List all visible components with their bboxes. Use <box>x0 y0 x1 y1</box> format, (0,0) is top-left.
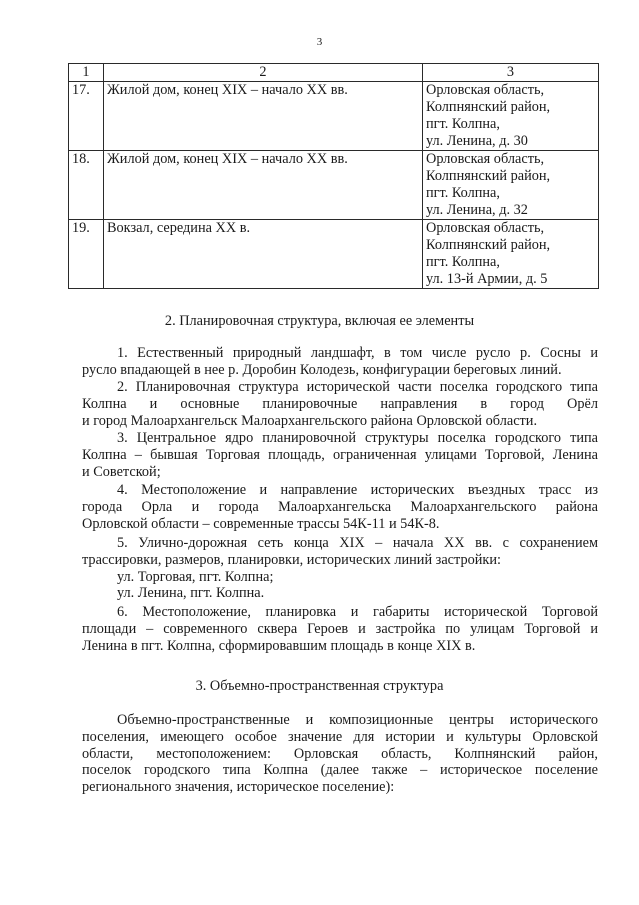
object-address <box>423 82 599 151</box>
text-line: поселения, имеющего особое значение для истории и культуры Орловской <box>82 728 598 745</box>
text-line: и Советской; <box>82 463 161 480</box>
address-line: ул. 13-й Армии, д. 5 <box>426 271 548 287</box>
table-header-cell: 2 <box>104 64 423 82</box>
object-name: Жилой дом, конец XIX – начало XX вв. <box>104 82 423 151</box>
address-line: пгт. Колпна, <box>426 116 500 132</box>
address-line: пгт. Колпна, <box>426 185 500 201</box>
object-name: Жилой дом, конец XIX – начало XX вв. <box>104 151 423 220</box>
object-name: Вокзал, середина XX в. <box>104 220 423 289</box>
address-line: Орловская область, <box>426 151 545 167</box>
text-line: 2. Планировочная структура исторической части поселка городского типа <box>117 379 598 395</box>
text-line: и город Малоархангельск Малоархангельского района Орловской области. <box>82 412 538 429</box>
text-line: 3. Центральное ядро планировочной структуры поселка городского типа <box>117 430 598 446</box>
section-2-item-5 <box>82 535 598 602</box>
address-line: Колпнянский район, <box>426 99 551 115</box>
address-line: Орловская область, <box>426 82 545 98</box>
text-line: Колпна – бывшая Торговая площадь, ограниченная улицами Торговой, Ленина <box>82 446 598 463</box>
table-row <box>69 220 599 289</box>
section-2-item-2 <box>82 379 598 429</box>
text-line: площади – современного сквера Героев и застройка по улицам Торговой и <box>82 620 598 637</box>
text-line: Колпна и основные планировочные направления в город Орёл <box>82 395 598 412</box>
text-line: 1. Естественный природный ландшафт, в том числе русло р. Сосны и <box>117 345 598 361</box>
text-line: 4. Местоположение и направление исторических въездных трасс из <box>117 482 598 498</box>
section-2-item-4 <box>82 482 598 532</box>
table-header-row <box>69 64 599 82</box>
text-line: 6. Местоположение, планировка и габариты исторической Торговой <box>117 604 598 620</box>
table-header-cell: 3 <box>423 64 599 82</box>
section-2-item-6 <box>82 604 598 654</box>
text-line: русло впадающей в нее р. Доробин Колодезь, конфигурации береговых линий. <box>82 361 562 378</box>
address-line: пгт. Колпна, <box>426 254 500 270</box>
section-2-item-1 <box>82 345 598 379</box>
text-line: Объемно-пространственные и композиционные центры исторического <box>117 712 598 728</box>
address-line: ул. Ленина, д. 32 <box>426 202 528 218</box>
section-2-heading: 2. Планировочная структура, включая ее элементы <box>164 313 475 329</box>
table-row <box>69 82 599 151</box>
street-item: ул. Ленина, пгт. Колпна. <box>117 585 265 602</box>
section-3-paragraph <box>82 712 598 796</box>
objects-table <box>68 63 599 289</box>
text-line: Ленина в пгт. Колпна, сформировавшим площадь в конце XIX в. <box>82 637 476 654</box>
address-line: ул. Ленина, д. 30 <box>426 133 528 149</box>
address-line: Колпнянский район, <box>426 237 551 253</box>
object-address <box>423 220 599 289</box>
section-3-heading: 3. Объемно-пространственная структура <box>195 678 444 694</box>
street-item: ул. Торговая, пгт. Колпна; <box>117 568 274 585</box>
text-line: трассировки, размеров, планировки, исторических линий застройки: <box>82 551 501 568</box>
text-line: 5. Улично-дорожная сеть конца XIX – начала XX вв. с сохранением <box>117 535 598 551</box>
table-header-cell: 1 <box>69 64 104 82</box>
address-line: Орловская область, <box>426 220 545 236</box>
text-line: области, местоположением: Орловская область, Колпнянский район, <box>82 745 598 762</box>
row-number: 19. <box>69 220 104 289</box>
address-line: Колпнянский район, <box>426 168 551 184</box>
table-row <box>69 151 599 220</box>
row-number: 17. <box>69 82 104 151</box>
text-line: поселок городского типа Колпна (далее также – историческое поселение <box>82 762 598 779</box>
text-line: регионального значения, историческое поселение): <box>82 779 395 796</box>
object-address <box>423 151 599 220</box>
section-2-item-3 <box>82 430 598 480</box>
text-line: города Орла и города Малоархангельска Малоархангельского района <box>82 498 598 515</box>
text-line: Орловской области – современные трассы 54К-11 и 54К-8. <box>82 515 440 532</box>
page-number: 3 <box>316 36 323 48</box>
row-number: 18. <box>69 151 104 220</box>
